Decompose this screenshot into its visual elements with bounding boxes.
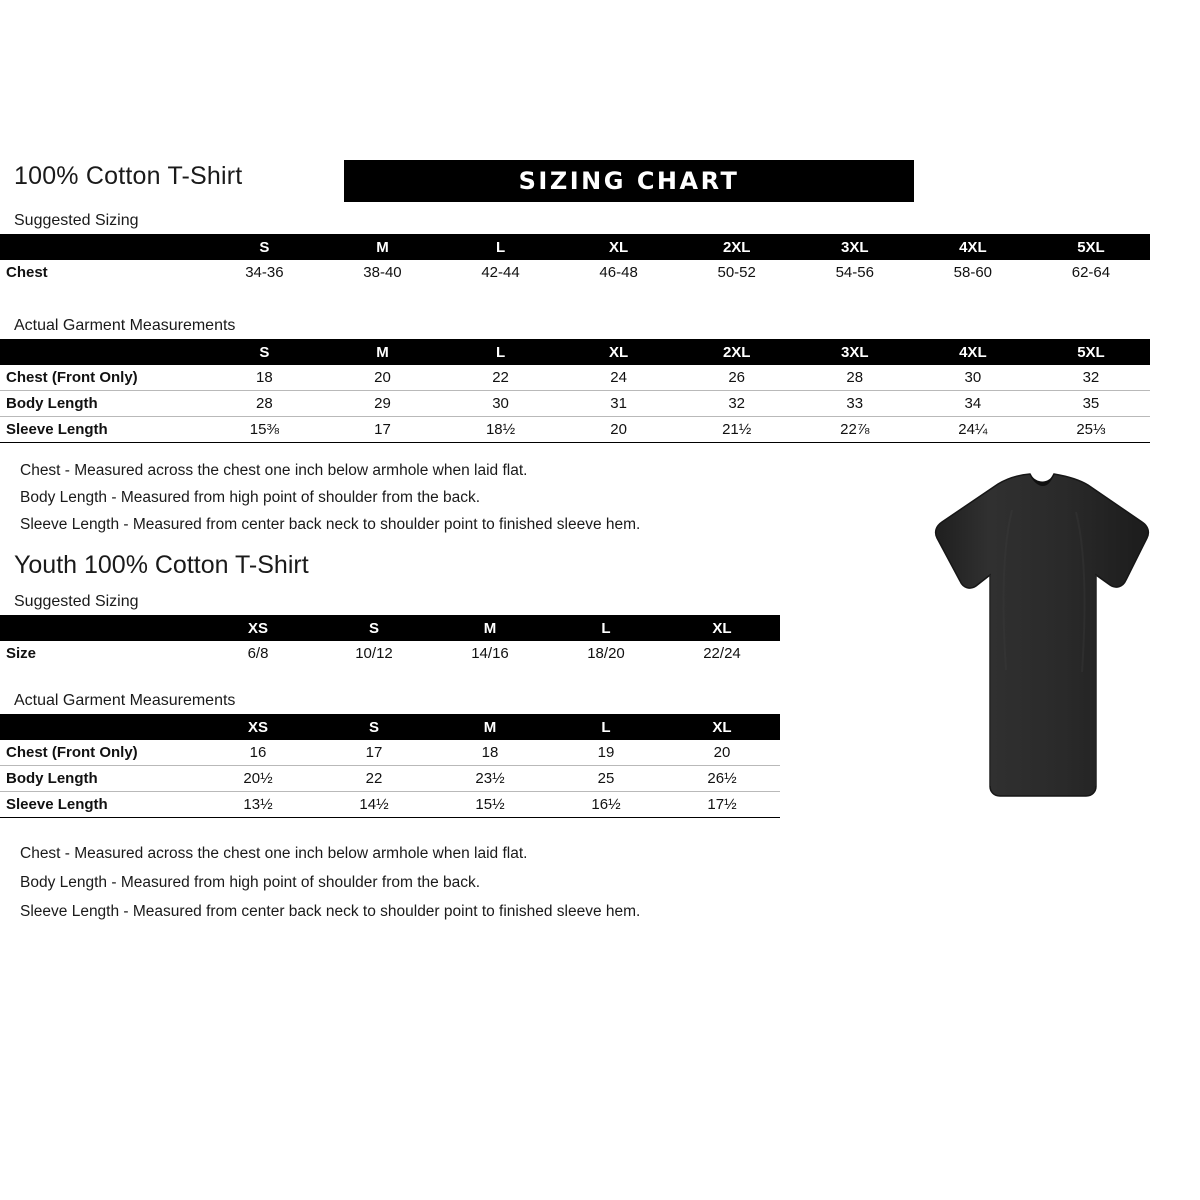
- adult-garment-measurements-table: [0, 339, 1150, 443]
- cell: 22: [316, 766, 432, 792]
- adult-note-sleeve-length: Sleeve Length - Measured from center back neck to shoulder point to finished sleeve hem.: [20, 516, 641, 533]
- cell: 14½: [316, 792, 432, 818]
- row-label: Chest: [6, 264, 48, 281]
- sizing-chart-banner-label: SIZING CHART: [518, 167, 740, 195]
- cell: 20½: [200, 766, 316, 792]
- table-header-row: [0, 339, 1150, 365]
- youth-note-chest: Chest - Measured across the chest one inch below armhole when laid flat.: [20, 845, 528, 862]
- cell: 32: [678, 391, 796, 417]
- col-header: XL: [664, 714, 780, 740]
- cell: 15⅜: [205, 417, 323, 443]
- cell: 26½: [664, 766, 780, 792]
- col-header: 5XL: [1032, 234, 1150, 260]
- adult-note-body-length: Body Length - Measured from high point of shoulder from the back.: [20, 489, 481, 506]
- cell: 29: [323, 391, 441, 417]
- col-header: XL: [664, 615, 780, 641]
- cell: 62-64: [1071, 264, 1111, 281]
- cell: 22⅞: [796, 417, 914, 443]
- sizing-chart-banner: [344, 160, 914, 202]
- adult-suggested-sizing-label: Suggested Sizing: [14, 212, 139, 229]
- adult-note-chest: Chest - Measured across the chest one inch below armhole when laid flat.: [20, 462, 528, 479]
- cell: 58-60: [953, 264, 993, 281]
- youth-section-title: Youth 100% Cotton T-Shirt: [14, 551, 309, 579]
- table-header-row: [0, 234, 1150, 260]
- cell: 17: [316, 740, 432, 766]
- cell: 31: [560, 391, 678, 417]
- cell: 25⅓: [1032, 417, 1150, 443]
- col-header: S: [205, 339, 323, 365]
- col-header: 4XL: [914, 234, 1032, 260]
- col-header: [0, 339, 205, 365]
- cell: 24: [560, 365, 678, 391]
- black-t-shirt-icon: [890, 470, 1190, 815]
- cell: 30: [442, 391, 560, 417]
- youth-suggested-sizing-label: Suggested Sizing: [14, 593, 139, 610]
- adult-suggested-sizing-table: [0, 234, 1150, 285]
- cell: 30: [914, 365, 1032, 391]
- cell: 20: [664, 740, 780, 766]
- youth-suggested-sizing-table: [0, 615, 780, 666]
- cell: 50-52: [717, 264, 756, 281]
- col-header: XS: [200, 714, 316, 740]
- col-header: M: [323, 234, 441, 260]
- table-row: [0, 417, 1150, 443]
- cell: 18: [205, 365, 323, 391]
- col-header: 5XL: [1032, 339, 1150, 365]
- cell: 16½: [548, 792, 664, 818]
- col-header: [0, 234, 205, 260]
- cell: 17½: [664, 792, 780, 818]
- cell: 42-44: [481, 264, 520, 281]
- col-header: 3XL: [796, 234, 914, 260]
- cell: 14/16: [471, 645, 509, 662]
- table-row: [0, 740, 780, 766]
- table-row: [0, 260, 1150, 285]
- youth-note-sleeve-length: Sleeve Length - Measured from center back neck to shoulder point to finished sleeve hem.: [20, 903, 641, 920]
- page-title: 100% Cotton T-Shirt: [14, 162, 243, 190]
- col-header: L: [548, 714, 664, 740]
- cell: 46-48: [599, 264, 638, 281]
- cell: 13½: [200, 792, 316, 818]
- cell: 24¼: [914, 417, 1032, 443]
- table-header-row: [0, 714, 780, 740]
- youth-note-body-length: Body Length - Measured from high point of shoulder from the back.: [20, 874, 481, 891]
- cell: 22: [442, 365, 560, 391]
- cell: 18½: [442, 417, 560, 443]
- cell: 34-36: [245, 264, 284, 281]
- adult-garment-measurements-label: Actual Garment Measurements: [14, 317, 236, 334]
- table-row: [0, 792, 780, 818]
- table-row: [0, 365, 1150, 391]
- cell: 17: [323, 417, 441, 443]
- row-label: Chest (Front Only): [0, 365, 205, 391]
- col-header: 2XL: [678, 339, 796, 365]
- cell: 25: [548, 766, 664, 792]
- col-header: S: [205, 234, 323, 260]
- header-row: [14, 160, 1184, 206]
- cell: 21½: [678, 417, 796, 443]
- cell: 18: [432, 740, 548, 766]
- cell: 20: [560, 417, 678, 443]
- col-header: 3XL: [796, 339, 914, 365]
- col-header: M: [432, 714, 548, 740]
- cell: 35: [1032, 391, 1150, 417]
- col-header: XL: [560, 234, 678, 260]
- cell: 22/24: [703, 645, 741, 662]
- youth-garment-measurements-table: [0, 714, 780, 818]
- row-label: Sleeve Length: [0, 792, 200, 818]
- col-header: S: [316, 714, 432, 740]
- row-label: Sleeve Length: [0, 417, 205, 443]
- col-header: M: [323, 339, 441, 365]
- col-header: 4XL: [914, 339, 1032, 365]
- col-header: L: [548, 615, 664, 641]
- cell: 54-56: [835, 264, 874, 281]
- cell: 18/20: [587, 645, 625, 662]
- cell: 28: [796, 365, 914, 391]
- row-label: Size: [6, 645, 37, 662]
- cell: 33: [796, 391, 914, 417]
- col-header: [0, 615, 200, 641]
- cell: 32: [1032, 365, 1150, 391]
- col-header: L: [442, 339, 560, 365]
- cell: 26: [678, 365, 796, 391]
- cell: 23½: [432, 766, 548, 792]
- cell: 38-40: [363, 264, 402, 281]
- cell: 28: [205, 391, 323, 417]
- cell: 34: [914, 391, 1032, 417]
- cell: 6/8: [247, 645, 269, 662]
- cell: 16: [200, 740, 316, 766]
- t-shirt-illustration: [890, 470, 1190, 815]
- col-header: M: [432, 615, 548, 641]
- youth-garment-measurements-label: Actual Garment Measurements: [14, 692, 236, 709]
- row-label: Chest (Front Only): [0, 740, 200, 766]
- table-header-row: [0, 615, 780, 641]
- cell: 20: [323, 365, 441, 391]
- cell: 19: [548, 740, 664, 766]
- table-row: [0, 766, 780, 792]
- col-header: L: [442, 234, 560, 260]
- col-header: XL: [560, 339, 678, 365]
- row-label: Body Length: [0, 766, 200, 792]
- row-label: Body Length: [0, 391, 205, 417]
- cell: 15½: [432, 792, 548, 818]
- col-header: XS: [200, 615, 316, 641]
- col-header: 2XL: [678, 234, 796, 260]
- col-header: S: [316, 615, 432, 641]
- col-header: [0, 714, 200, 740]
- table-row: [0, 641, 780, 666]
- cell: 10/12: [355, 645, 393, 662]
- table-row: [0, 391, 1150, 417]
